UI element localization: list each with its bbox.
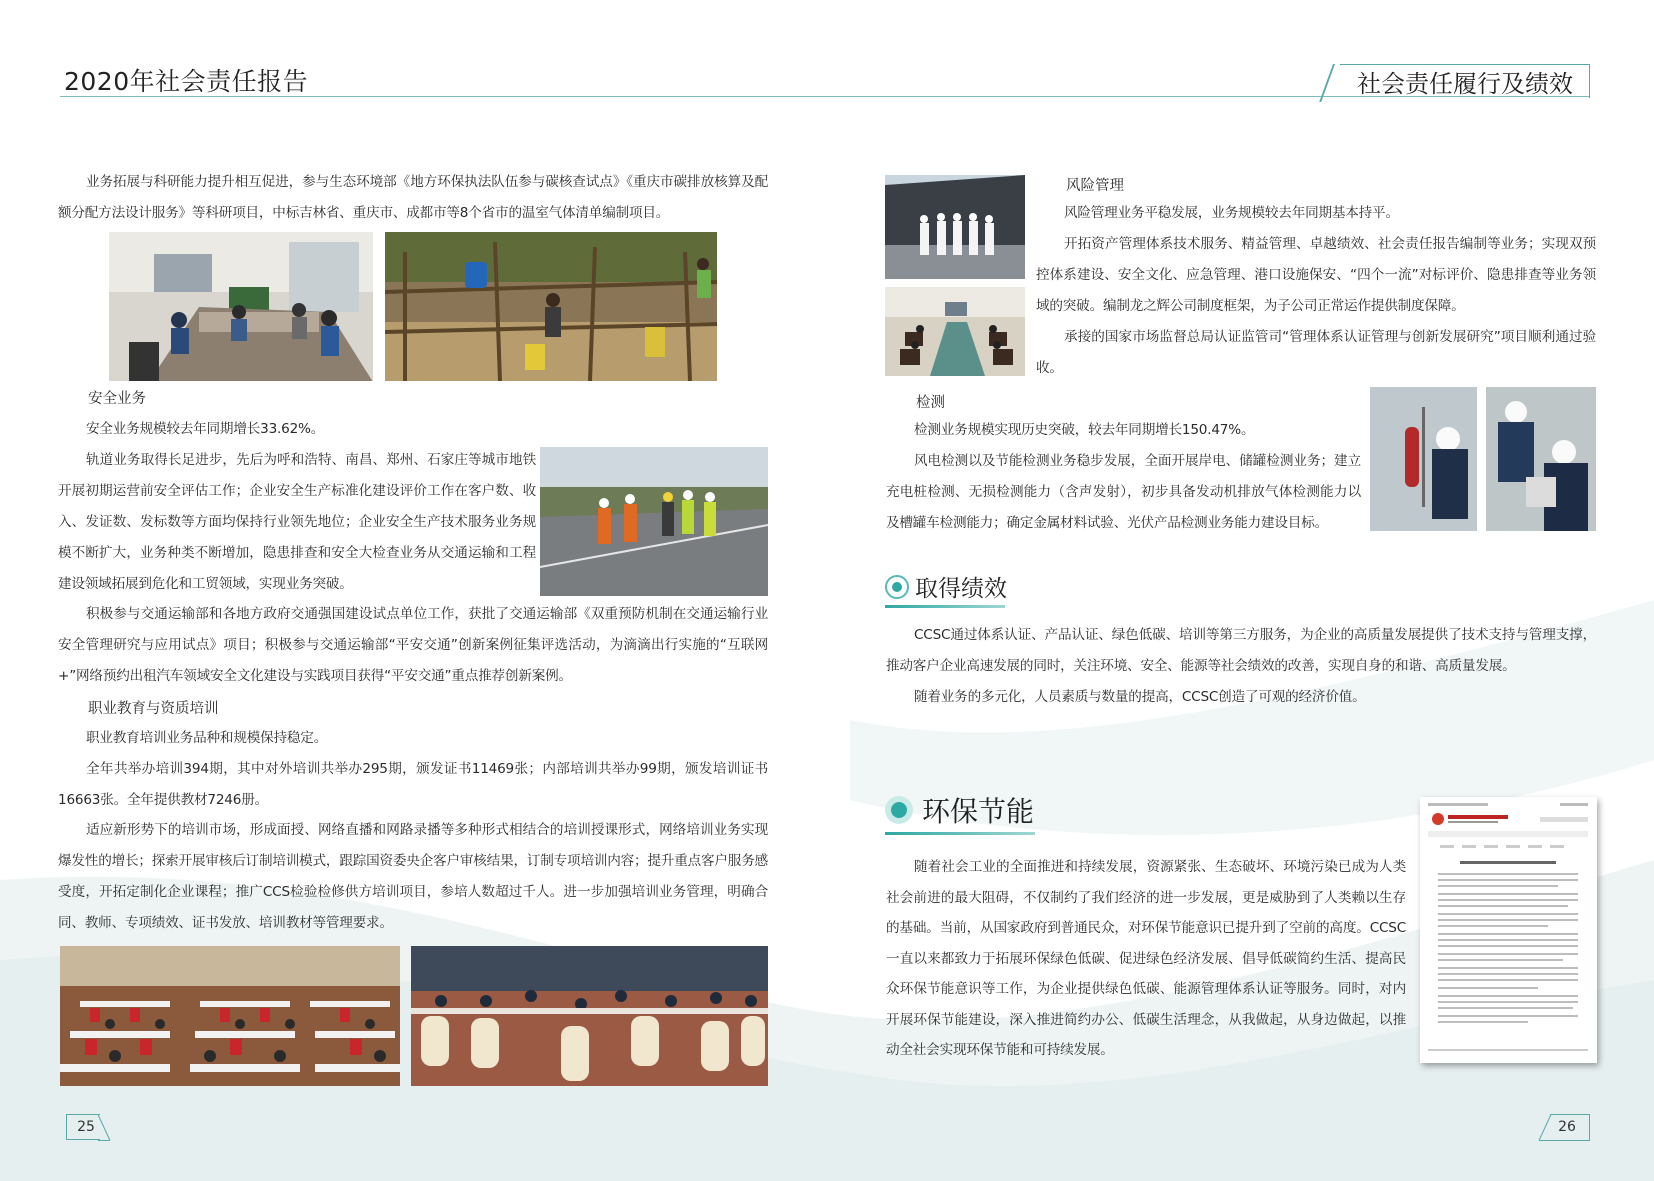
ship-inspection-photo xyxy=(885,175,1025,279)
page-number-right: 26 xyxy=(1558,1119,1576,1135)
environment-paragraph: 随着社会工业的全面推进和持续发展，资源紧张、生态破坏、环境污染已成为人类社会前进的最大阻碍，不仅制约了我们经济的进一步发展，更是威胁到了人类赖以生存的基础。当前，从国家政府到普通民众，对环保节能意识已提升到了空前的高度。CCSC一直以来都致力于拓展环保绿色低碳、促进绿色经济发展、倡导低碳简约生活、提高民众环保节能意识等工作，为企业提供绿色低碳、能源管理体系认证等服务。同时，对内开展环保节能建设，深入推进简约办公、低碳生活理念，从我做起，从身边做起，以推动全社会实现环保节能和可持续发展。 xyxy=(886,859,1406,1058)
exam-hall-photo xyxy=(60,946,400,1086)
section-title: 社会责任履行及绩效 xyxy=(1357,70,1573,98)
results-title: 取得绩效 xyxy=(915,576,1007,602)
education-heading: 职业教育与资质培训 xyxy=(88,701,219,717)
equipment-inspection-photo-2 xyxy=(1486,387,1596,531)
environment-underline xyxy=(885,832,1035,835)
risk-paragraph-1: 风险管理业务平稳发展，业务规模较去年同期基本持平。 xyxy=(1064,205,1399,221)
boardroom-photo xyxy=(885,287,1025,376)
risk-heading: 风险管理 xyxy=(1066,178,1124,194)
detection-heading: 检测 xyxy=(916,395,945,411)
document-scan-thumbnail xyxy=(1420,797,1597,1063)
safety-heading: 安全业务 xyxy=(88,391,146,407)
results-bullet-dot xyxy=(892,582,902,592)
research-paragraph: 业务拓展与科研能力提升相互促进，参与生态环境部《地方环保执法队伍参与碳核查试点》《重庆市碳排放核算及配额分配方法设计服务》等科研项目，中标吉林省、重庆市、成都市等8个省市的温室气体清单编制项目。 xyxy=(58,174,768,221)
education-stats: 全年共举办培训394期，其中对外培训共举办295期，颁发证书11469张；内部培训共举办99期，颁发培训证书16663张。全年提供教材7246册。 xyxy=(58,761,768,808)
results-paragraph-2: 随着业务的多元化，人员素质与数量的提高，CCSC创造了可观的经济价值。 xyxy=(914,689,1366,705)
risk-paragraph-2: 开拓资产管理体系技术服务、精益管理、卓越绩效、社会责任报告编制等业务；实现双预控体系建设、安全文化、应急管理、港口设施保安、“四个一流”对标评价、隐患排查等业务领域的突破。编制龙之辉公司制度框架，为子公司正常运作提供制度保障。 xyxy=(1036,236,1596,314)
page-number-left: 25 xyxy=(77,1119,95,1135)
traffic-paragraph: 积极参与交通运输部和各地方政府交通强国建设试点单位工作，获批了交通运输部《双重预防机制在交通运输行业安全管理研究与应用试点》项目；积极参与交通运输部“平安交通”创新案例征集评选活动，为滴滴出行实施的“互联网+”网络预约出租汽车领域安全文化建设与实践项目获得“平安交通”重点推荐创新案例。 xyxy=(58,606,768,684)
risk-paragraph-3: 承接的国家市场监督总局认证监管司“管理体系认证管理与创新发展研究”项目顺利通过验收。 xyxy=(1036,329,1596,376)
training-room-photo xyxy=(411,946,768,1086)
road-inspection-photo xyxy=(540,447,768,596)
rail-paragraph: 轨道业务取得长足进步，先后为呼和浩特、南昌、郑州、石家庄等城市地铁开展初期运营前安全评估工作；企业安全生产标准化建设评价工作在客户数、收入、发证数、发标数等方面均保持行业领先地位；企业安全生产技术服务业务规模不断扩大，业务种类不断增加，隐患排查和安全大检查业务从交通运输和工程建设领域拓展到危化和工贸领域，实现业务突破。 xyxy=(58,452,536,592)
results-paragraph-1: CCSC通过体系认证、产品认证、绿色低碳、培训等第三方服务，为企业的高质量发展提供了技术支持与管理支撑，推动客户企业高速发展的同时，关注环境、安全、能源等社会绩效的改善，实现自身的和谐、高质量发展。 xyxy=(886,627,1596,674)
equipment-inspection-photo-1 xyxy=(1370,387,1477,531)
field-site-photo xyxy=(385,232,717,381)
education-stable: 职业教育培训业务品种和规模保持稳定。 xyxy=(86,730,328,746)
results-underline xyxy=(885,605,1005,608)
detection-paragraph-2: 风电检测以及节能检测业务稳步发展，全面开展岸电、储罐检测业务；建立充电桩检测、无损检测能力（含声发射），初步具备发动机排放气体检测能力以及槽罐车检测能力；确定金属材料试验、光伏产品检测业务能力建设目标。 xyxy=(886,453,1361,531)
report-title: 2020年社会责任报告 xyxy=(64,67,309,96)
detection-paragraph-1: 检测业务规模实现历史突破，较去年同期增长150.47%。 xyxy=(914,422,1255,438)
meeting-room-photo xyxy=(109,232,373,381)
environment-title: 环保节能 xyxy=(922,795,1035,828)
environment-bullet-dot xyxy=(891,802,907,818)
education-new-forms: 适应新形势下的培训市场，形成面授、网络直播和网路录播等多种形式相结合的培训授课形式，网络培训业务实现爆发性的增长；探索开展审核后订制培训模式，跟踪国资委央企客户审核结果，订制专项培训内容；提升重点客户服务感受度，开拓定制化企业课程；推广CCS检验检修供方培训项目，参培人数超过千人。进一步加强培训业务管理，明确合同、教师、专项绩效、证书发放、培训教材等管理要求。 xyxy=(58,822,768,931)
safety-growth: 安全业务规模较去年同期增长33.62%。 xyxy=(86,421,325,437)
